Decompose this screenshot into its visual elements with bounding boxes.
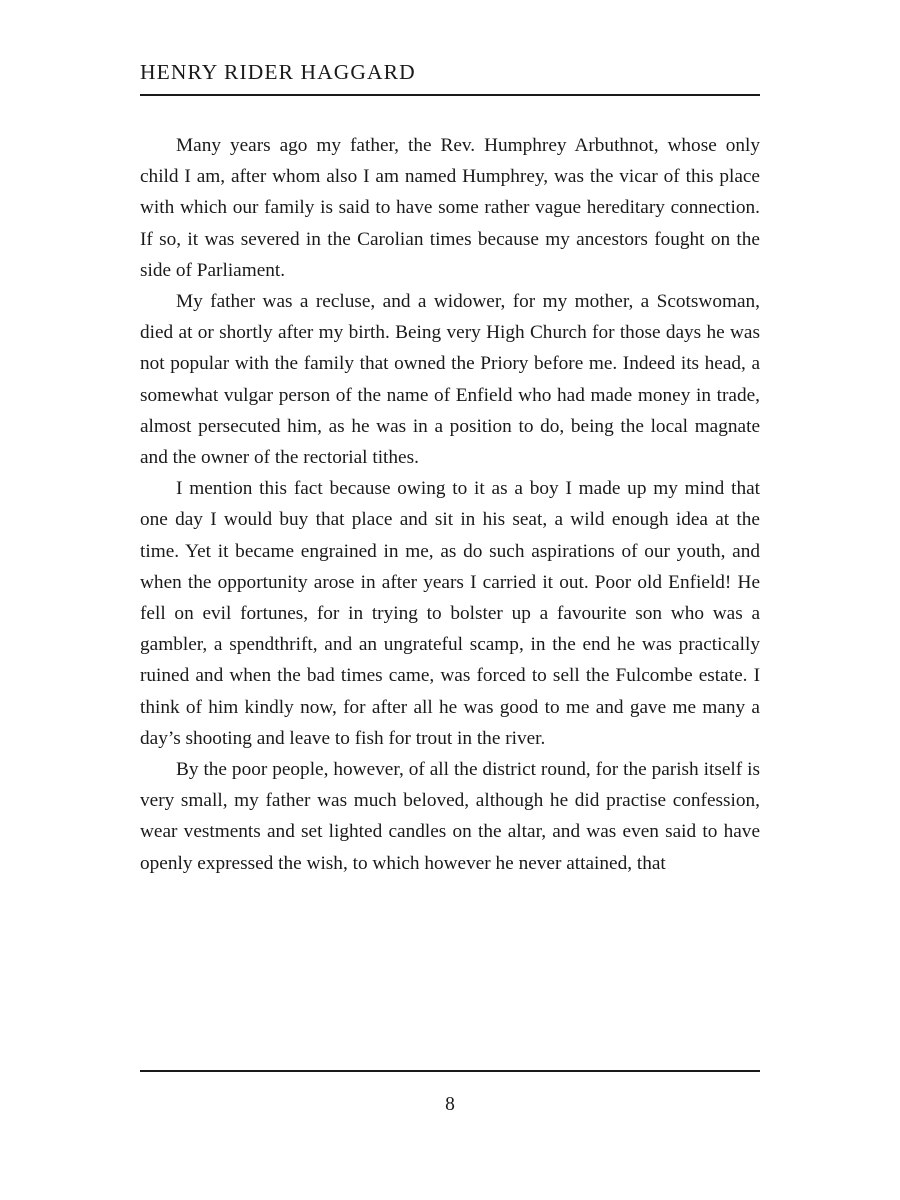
running-head: HENRY RIDER HAGGARD xyxy=(140,60,416,84)
page-content xyxy=(140,60,760,879)
header-rule xyxy=(140,94,760,96)
paragraph: By the poor people, however, of all the district round, for the parish itself is very small, my father was much beloved, although he did practise confession, wear vestments and set lighted candles on the altar, and was even said to have openly expressed the wish, to which however he never attained, that xyxy=(140,759,760,874)
page-footer xyxy=(140,1070,760,1116)
paragraph: My father was a recluse, and a widower, for my mother, a Scotswoman, died at or shortly after my birth. Being very High Church for those days he was not popular with the family that owned the Priory before me. Indeed its head, a somewhat vulgar person of the name of Enfield who had made money in trade, almost persecuted him, as he was in a position to do, being the local magnate and the owner of the rectorial tithes. xyxy=(140,291,760,469)
footer-rule xyxy=(140,1070,760,1072)
paragraph: I mention this fact because owing to it as a boy I made up my mind that one day I would buy that place and sit in his seat, a wild enough idea at the time. Yet it became engrained in me, as do such aspirations of our youth, and when the opportunity arose in after years I carried it out. Poor old Enfield! He fell on evil fortunes, for in trying to bolster up a favourite son who was a gambler, a spendthrift, and an ungrateful scamp, in the end he was practically ruined and when the bad times came, was forced to sell the Fulcombe estate. I think of him kindly now, for after all he was good to me and gave me many a day’s shooting and leave to fish for trout in the river. xyxy=(140,478,760,749)
body-text xyxy=(140,130,760,879)
paragraph: Many years ago my father, the Rev. Humphrey Arbuthnot, whose only child I am, after whom also I am named Humphrey, was the vicar of this place with which our family is said to have some rather vague hereditary connection. If so, it was severed in the Carolian times because my ancestors fought on the side of Parliament. xyxy=(140,135,760,281)
page-number: 8 xyxy=(445,1094,455,1115)
